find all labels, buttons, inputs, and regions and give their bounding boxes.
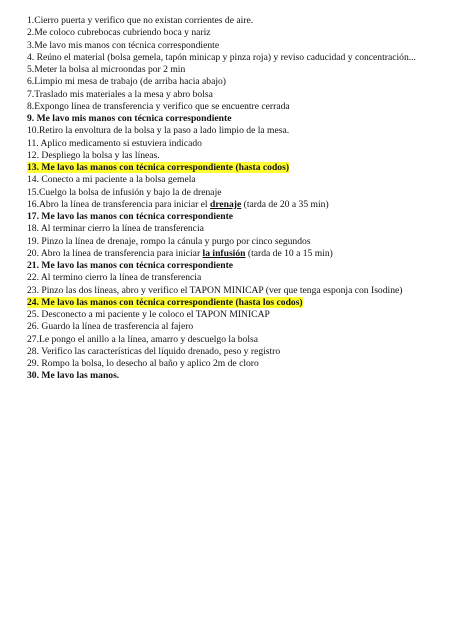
step-22: 22. Al termino cierro la línea de transferencia bbox=[27, 272, 202, 284]
step-24: 24. Me lavo las manos con técnica correspondiente (hasta los codos) bbox=[27, 296, 303, 308]
step-10: 10.Retiro la envoltura de la bolsa y la paso a lado limpio de la mesa. bbox=[27, 125, 290, 137]
step-26: 26. Guardo la línea de trasferencia al fajero bbox=[27, 321, 194, 333]
step-14: 14. Conecto a mi paciente a la bolsa gemela bbox=[27, 174, 196, 186]
step-12: 12. Despliego la bolsa y las líneas. bbox=[27, 149, 160, 161]
step-23: 23. Pinzo las dos líneas, abro y verifico el TAPON MINICAP (ver que tenga esponja con Isodine) bbox=[27, 284, 403, 296]
step-17: 17. Me lavo las manos con técnica correspondiente bbox=[27, 211, 234, 222]
step-29: 29. Rompo la bolsa, lo desecho al baño y aplico 2m de cloro bbox=[27, 358, 259, 369]
step-16: 16.Abro la línea de transferencia para iniciar el drenaje (tarda de 20 a 35 min) bbox=[27, 198, 329, 210]
step-27: 27.Le pongo el anillo a la línea, amarro y descuelgo la bolsa bbox=[27, 333, 258, 345]
procedure-steps-list bbox=[27, 15, 416, 383]
step-11: 11. Aplico medicamento si estuviera indicado bbox=[27, 137, 202, 149]
step-25: 25. Desconecto a mi paciente y le coloco el TAPON MINICAP bbox=[27, 309, 270, 320]
step-2: 2.Me coloco cubrebocas cubriendo boca y nariz bbox=[27, 27, 211, 39]
step-1: 1.Cierro puerta y verifico que no existan corrientes de aire. bbox=[27, 15, 254, 26]
step-3: 3.Me lavo mis manos con técnica correspondiente bbox=[27, 39, 220, 51]
step-30: 30. Me lavo las manos. bbox=[27, 370, 120, 382]
step-9: 9. Me lavo mis manos con técnica correspondiente bbox=[27, 113, 232, 124]
step-8: 8.Expongo línea de transferencia y verifico que se encuentre cerrada bbox=[27, 100, 290, 112]
step-21: 21. Me lavo las manos con técnica correspondiente bbox=[27, 260, 234, 271]
step-13: 13. Me lavo las manos con técnica correspondiente (hasta codos) bbox=[27, 162, 290, 173]
step-18: 18. Al terminar cierro la línea de transferencia bbox=[27, 223, 204, 235]
step-15: 15.Cuelgo la bolsa de infusión y bajo la de drenaje bbox=[27, 186, 222, 198]
step-28: 28. Verifico las características del líquido drenado, peso y registro bbox=[27, 345, 281, 357]
step-7: 7.Traslado mis materiales a la mesa y abro bolsa bbox=[27, 88, 213, 100]
step-20: 20. Abro la línea de transferencia para iniciar la infusión (tarda de 10 a 15 min) bbox=[27, 247, 333, 259]
step-4: 4. Reúno el material (bolsa gemela, tapón minicap y pinza roja) y reviso caducidad y concentración... bbox=[27, 51, 416, 63]
step-5: 5.Meter la bolsa al microondas por 2 min bbox=[27, 64, 186, 75]
step-19: 19. Pinzo la línea de drenaje, rompo la cánula y purgo por cinco segundos bbox=[27, 235, 311, 247]
step-6: 6.Limpio mi mesa de trabajo (de arriba hacia abajo) bbox=[27, 76, 226, 88]
